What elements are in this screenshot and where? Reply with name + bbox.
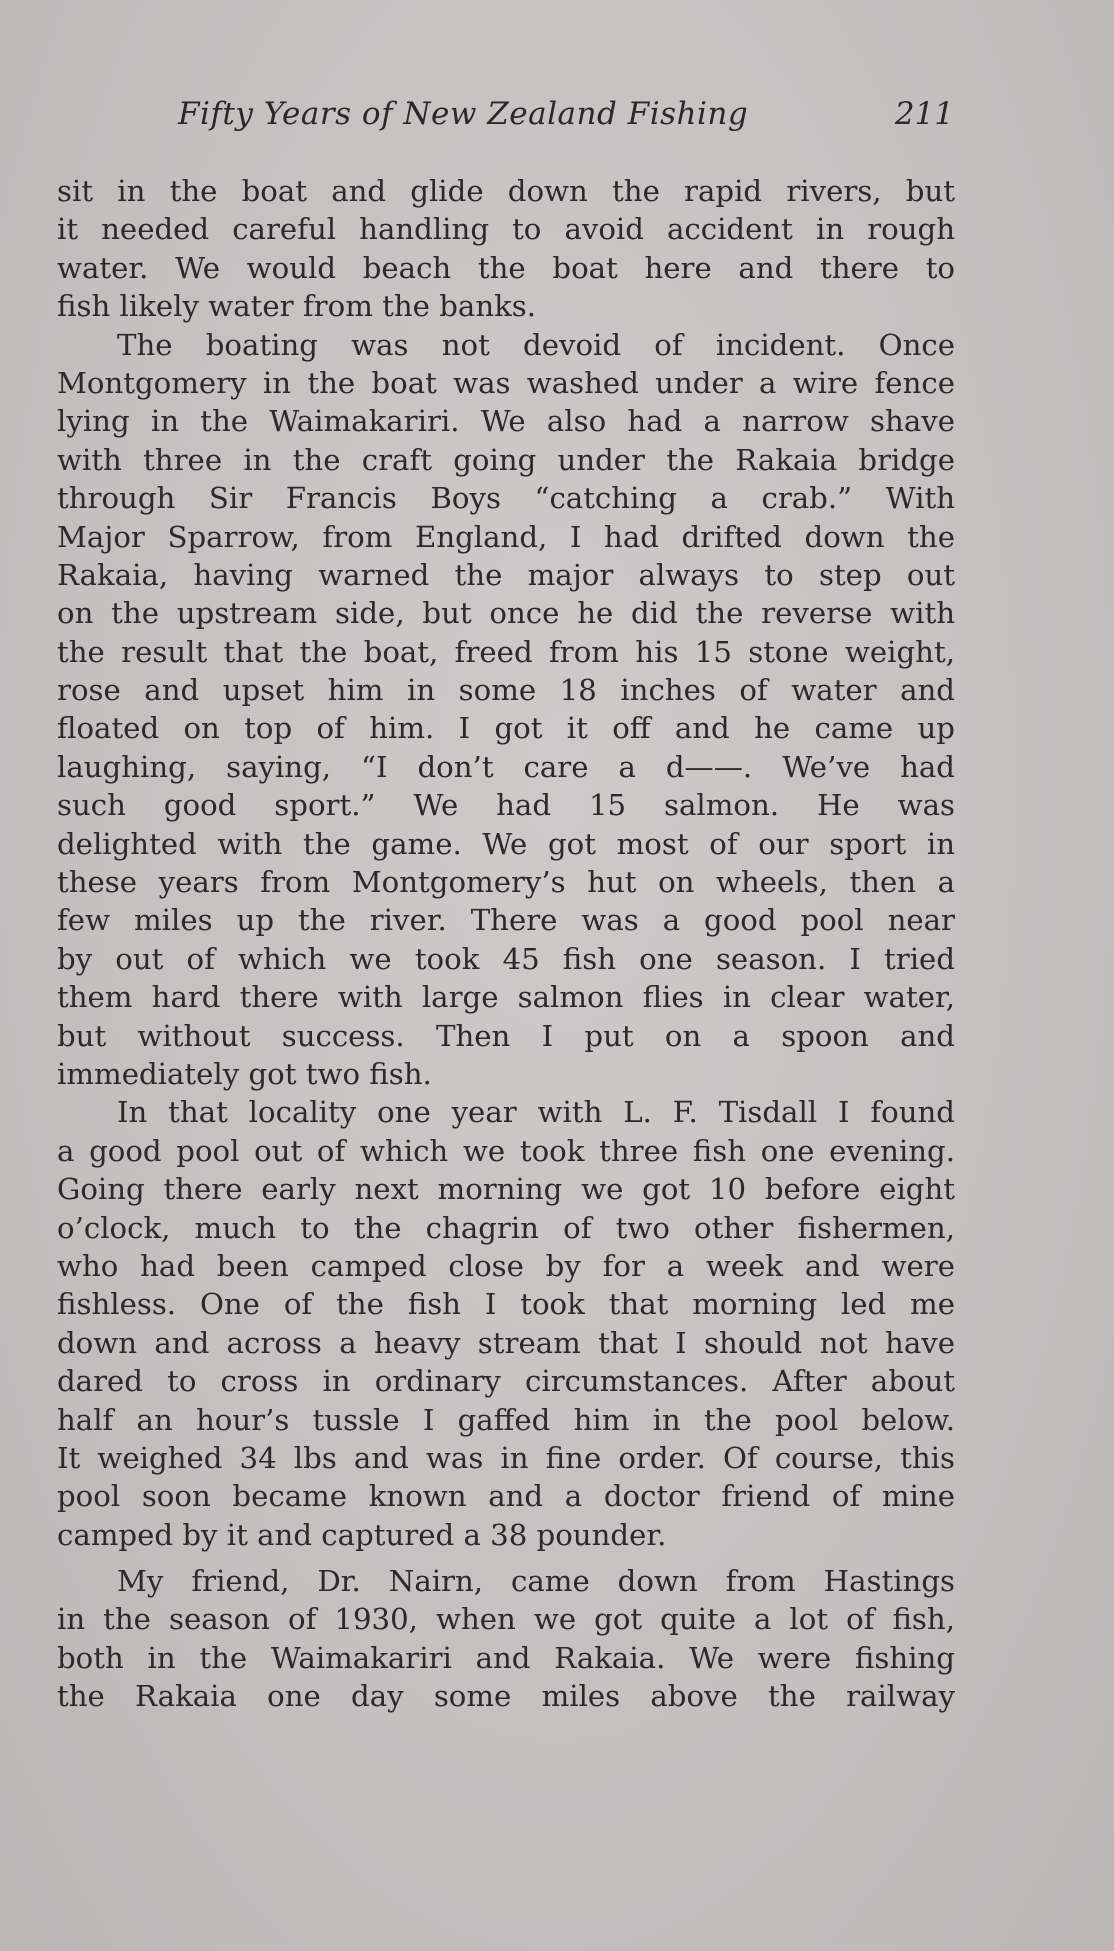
text-line: Rakaia, having warned the major always to step out xyxy=(57,557,955,592)
text-line: through Sir Francis Boys “catching a crab.” With xyxy=(57,481,955,516)
text-line: delighted with the game. We got most of our sport in xyxy=(57,826,955,861)
text-line: by out of which we took 45 fish one season. I tried xyxy=(57,941,955,976)
text-line: them hard there with large salmon flies in clear water, xyxy=(57,980,955,1015)
page-number: 211 xyxy=(894,96,954,132)
text-line: the Rakaia one day some miles above the railway xyxy=(57,1679,955,1714)
text-line: a good pool out of which we took three fish one evening. xyxy=(57,1133,955,1168)
text-line: these years from Montgomery’s hut on wheels, then a xyxy=(57,865,955,900)
text-line: The boating was not devoid of incident. Once xyxy=(117,327,955,362)
text-line: such good sport.” We had 15 salmon. He was xyxy=(57,788,955,823)
text-line: It weighed 34 lbs and was in fine order. Of course, this xyxy=(57,1440,955,1475)
text-line: both in the Waimakariri and Rakaia. We were fishing xyxy=(57,1640,955,1675)
text-line: Major Sparrow, from England, I had drifted down the xyxy=(57,519,955,554)
text-line: Montgomery in the boat was washed under a wire fence xyxy=(57,365,955,400)
text-line: In that locality one year with L. F. Tisdall I found xyxy=(117,1095,955,1130)
text-line: floated on top of him. I got it off and he came up xyxy=(57,711,955,746)
text-line: on the upstream side, but once he did the reverse with xyxy=(57,596,955,631)
text-line: fishless. One of the fish I took that morning led me xyxy=(57,1287,955,1322)
text-line: down and across a heavy stream that I should not have xyxy=(57,1325,955,1360)
text-line: camped by it and captured a 38 pounder. xyxy=(57,1517,667,1552)
text-line: pool soon became known and a doctor friend of mine xyxy=(57,1479,955,1514)
text-line: in the season of 1930, when we got quite a lot of fish, xyxy=(57,1602,955,1637)
body-text xyxy=(57,172,955,1716)
text-line: it needed careful handling to avoid accident in rough xyxy=(57,212,955,247)
text-line: immediately got two fish. xyxy=(57,1056,432,1091)
text-line: who had been camped close by for a week and were xyxy=(57,1248,955,1283)
text-line: water. We would beach the boat here and there to xyxy=(57,250,955,285)
running-head xyxy=(178,96,954,144)
text-line: lying in the Waimakariri. We also had a narrow shave xyxy=(57,404,955,439)
text-line: few miles up the river. There was a good pool near xyxy=(57,903,955,938)
text-line: Going there early next morning we got 10 before eight xyxy=(57,1172,955,1207)
text-line: with three in the craft going under the Rakaia bridge xyxy=(57,442,955,477)
text-line: fish likely water from the banks. xyxy=(57,289,537,324)
running-head-title: Fifty Years of New Zealand Fishing xyxy=(178,96,749,132)
text-line: sit in the boat and glide down the rapid rivers, but xyxy=(57,174,955,208)
text-line: My friend, Dr. Nairn, came down from Hastings xyxy=(117,1564,955,1599)
text-line: the result that the boat, freed from his 15 stone weight, xyxy=(57,634,955,669)
text-line: laughing, saying, “I don’t care a d——. We’ve had xyxy=(57,749,955,784)
text-line: dared to cross in ordinary circumstances. After about xyxy=(57,1364,955,1399)
text-line: rose and upset him in some 18 inches of water and xyxy=(57,673,955,708)
text-line: but without success. Then I put on a spoon and xyxy=(57,1018,955,1053)
text-line: half an hour’s tussle I gaffed him in the pool below. xyxy=(57,1402,955,1437)
text-line: o’clock, much to the chagrin of two other fishermen, xyxy=(57,1210,955,1245)
